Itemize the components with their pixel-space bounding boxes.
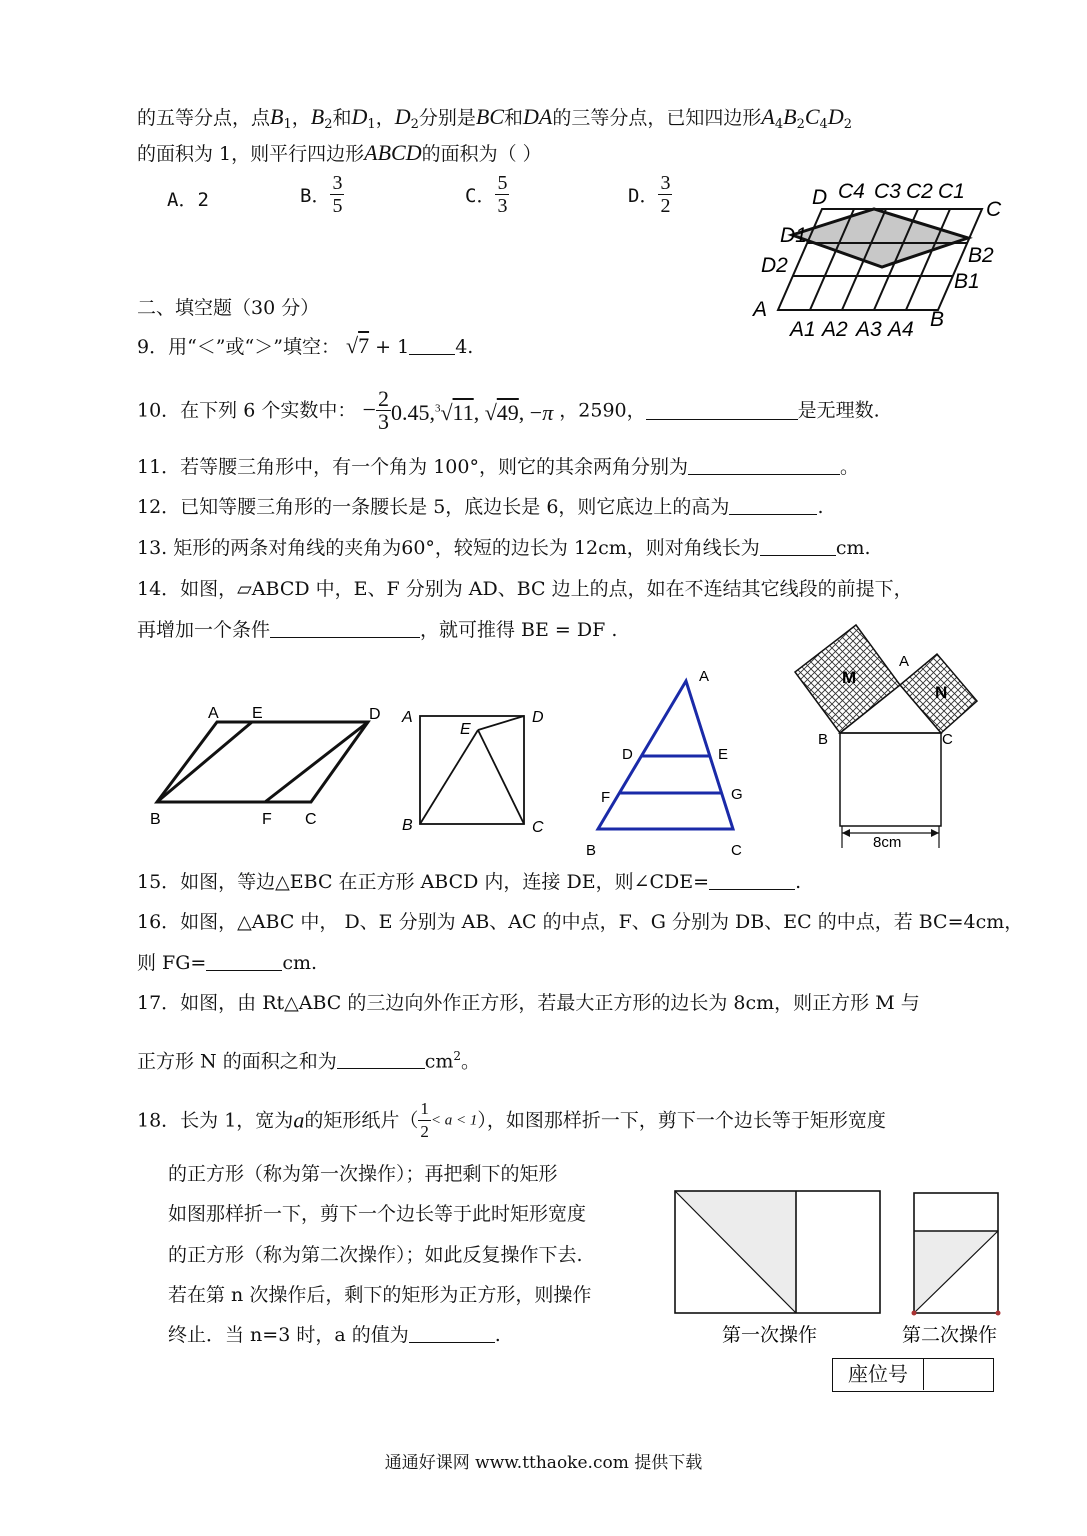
svg-text:A: A — [208, 705, 219, 722]
square-triangle-figure — [398, 700, 550, 840]
label-c4: C4 — [838, 180, 865, 203]
svg-text:E: E — [460, 721, 471, 738]
label-d: D — [812, 186, 828, 209]
q17-line1: 17．如图，由 Rt△ABC 的三边向外作正方形，若最大正方形的边长为 8cm，则正方形 M 与 — [137, 992, 920, 1014]
parallelogram-figure — [140, 700, 390, 835]
q14-line1: 14．如图，▱ABCD 中，E、F 分别为 AD、BC 边上的点，如在不连结其它线段的前提下， — [137, 578, 913, 600]
label-a2: A2 — [822, 318, 848, 341]
svg-text:第二次操作: 第二次操作 — [902, 1325, 998, 1346]
q8-grid-figure — [750, 172, 1010, 344]
label-a3: A3 — [856, 318, 882, 341]
svg-text:C: C — [942, 731, 953, 748]
pythagorean-squares-figure — [790, 620, 990, 855]
q18-line1: 18．长为 1，宽为a的矩形纸片（ $\frac{1}{2}$ < a < 1），如图那样折一下，剪下一个边长等于矩形宽度 — [137, 1099, 886, 1141]
midline-triangle-figure — [580, 665, 755, 860]
label-b2: B2 — [968, 244, 994, 267]
folding-figure — [670, 1185, 1015, 1350]
svg-text:D: D — [532, 709, 544, 726]
footer: 通通好课网 www.tthaoke.com 提供下载 — [384, 1453, 703, 1473]
label-a: A — [753, 298, 768, 321]
q11: 11．若等腰三角形中，有一个角为 100°，则它的其余两角分别为 。 — [137, 456, 859, 478]
label-c: C — [986, 198, 1002, 221]
svg-text:F: F — [601, 789, 611, 806]
q8-option-c: C． $\frac{5}{3}$ — [465, 172, 508, 217]
label-c2: C2 — [906, 180, 933, 203]
svg-text:B: B — [818, 731, 829, 748]
q8-option-b: B． $\frac{3}{5}$ — [300, 172, 343, 217]
svg-text:E: E — [252, 705, 263, 722]
q16-line2: 则 FG= cm. — [137, 952, 318, 974]
svg-text:B: B — [150, 811, 161, 828]
label-a4: A4 — [888, 318, 914, 341]
section-title: 二、填空题（30 分） — [137, 297, 320, 319]
svg-text:A: A — [899, 653, 910, 670]
label-b1: B1 — [954, 270, 980, 293]
q8-option-d: D． $\frac{3}{2}$ — [628, 172, 671, 217]
q18-line2: 的正方形（称为第一次操作）；再把剩下的矩形 — [168, 1163, 558, 1185]
label-b: B — [930, 308, 945, 331]
svg-text:B: B — [402, 817, 413, 834]
q16-line1: 16．如图，△ABC 中， D、E 分别为 AB、AC 的中点，F、G 分别为 DB、EC 的中点，若 BC=4cm， — [137, 911, 1024, 933]
label-c3: C3 — [874, 180, 901, 203]
svg-text:B: B — [586, 842, 597, 859]
q14-line2: 再增加一个条件 ，就可推得 BE = DF . — [137, 619, 618, 641]
label-d2: D2 — [761, 254, 788, 277]
svg-text:8cm: 8cm — [873, 834, 902, 851]
q8-line2: 的面积为 1，则平行四边形ABCD的面积为（ ） — [137, 140, 542, 165]
svg-text:C: C — [305, 811, 317, 828]
q18-line5: 若在第 n 次操作后，剩下的矩形为正方形，则操作 — [168, 1284, 592, 1306]
q18-line3: 如图那样折一下，剪下一个边长等于此时矩形宽度 — [168, 1203, 587, 1225]
seat-number-box — [832, 1358, 994, 1392]
svg-text:N: N — [935, 683, 948, 702]
seat-number-label: 座位号 — [833, 1359, 924, 1390]
label-c1: C1 — [938, 180, 965, 203]
svg-text:A: A — [402, 709, 413, 726]
svg-text:M: M — [842, 668, 857, 687]
svg-text:G: G — [731, 786, 743, 803]
q10: 10．在下列 6 个实数中： − $\frac{2}{3}$ 0.45,$^3$√11, √49, −π ，2590， 是无理数. — [137, 386, 880, 434]
svg-text:F: F — [262, 811, 272, 828]
q18-line4: 的正方形（称为第二次操作）；如此反复操作下去. — [168, 1244, 583, 1266]
svg-text:A: A — [699, 668, 710, 685]
svg-text:第一次操作: 第一次操作 — [722, 1325, 818, 1346]
svg-text:E: E — [718, 746, 729, 763]
label-d1: D1 — [780, 224, 807, 247]
q12: 12．已知等腰三角形的一条腰长是 5，底边长是 6，则它底边上的高为 . — [137, 496, 824, 518]
q15: 15．如图，等边△EBC 在正方形 ABCD 内，连接 DE，则∠CDE= . — [137, 871, 802, 893]
q8-line1: 的五等分点，点$B_1$，$B_2$和$D_1$，$D_2$分别是BC和DA的三等分点，已知四边形$A_4B_2C_4D_2$ — [137, 104, 852, 132]
q9: 9．用“＜”或“＞”填空： √7 + 1 4. — [137, 333, 474, 358]
svg-text:C: C — [532, 819, 544, 836]
q18-line6: 终止．当 n=3 时，a 的值为 . — [168, 1324, 501, 1346]
q8-option-a: A．2 — [167, 189, 209, 211]
q13: 13. 矩形的两条对角线的夹角为60°，较短的边长为 12cm，则对角线长为 cm. — [137, 537, 871, 559]
svg-text:D: D — [622, 746, 633, 763]
svg-text:C: C — [731, 842, 742, 859]
q17-line2: 正方形 N 的面积之和为 $cm^2$。 — [137, 1049, 481, 1073]
svg-text:D: D — [369, 706, 381, 723]
label-a1: A1 — [790, 318, 816, 341]
